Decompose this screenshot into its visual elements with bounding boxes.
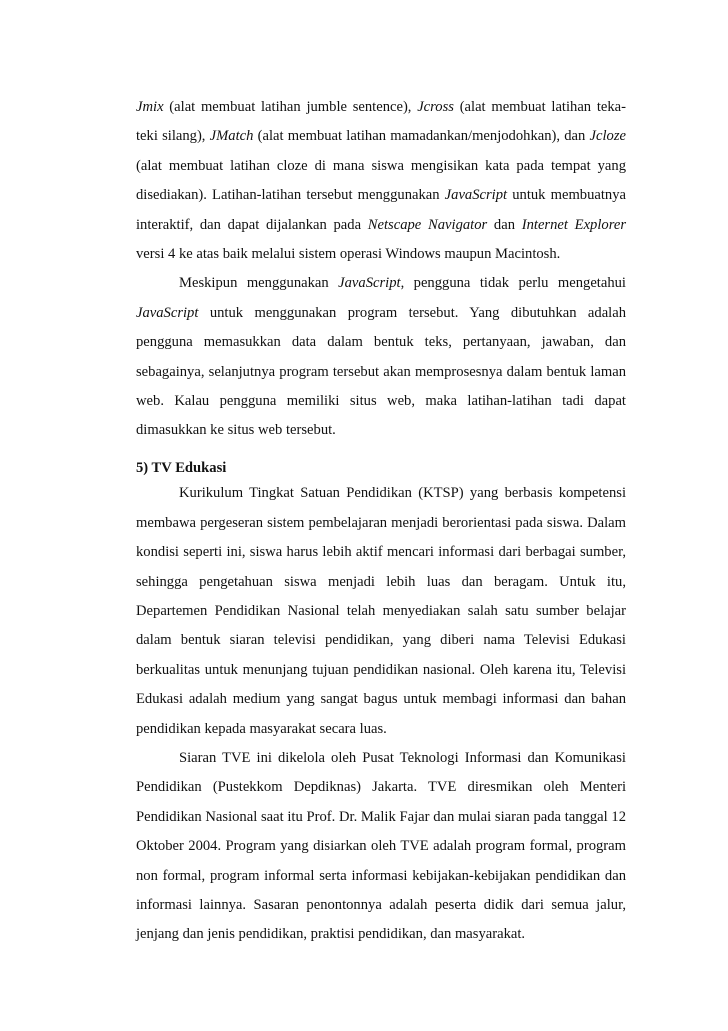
paragraph-javascript-usage [136, 269, 626, 445]
text-run: (alat membuat latihan cloze di mana siswa mengisikan kata pada tempat yang disediakan). Latihan-latihan tersebut menggunakan [136, 157, 626, 204]
italic-term: Jcross [417, 99, 454, 115]
text-run: untuk menggunakan program tersebut. Yang dibutuhkan adalah pengguna memasukkan data dalam bentuk teks, pertanyaan, jawaban, dan sebagainya, selanjutnya program tersebut akan memprosesnya dalam bentuk laman web. Kalau pengguna memiliki situs web, maka latihan-latihan tadi dapat dimasukkan ke situs web tersebut. [136, 304, 626, 439]
italic-term: JavaScript [338, 275, 401, 292]
italic-term: Netscape Navigator [367, 216, 488, 233]
text-run: (alat membuat latihan jumble sentence), [163, 99, 418, 115]
italic-term: JMatch [209, 128, 254, 145]
document-page [136, 93, 626, 950]
text-run: dan [487, 216, 522, 233]
italic-term: Internet Explorer [521, 216, 626, 233]
text-run: untuk membuatnya interaktif, dan dapat dijalankan pada [136, 187, 626, 233]
paragraph-siaran-tve: Siaran TVE ini dikelola oleh Pusat Teknologi Informasi dan Komunikasi Pendidikan (Pustekkom Depdiknas) Jakarta. TVE diresmikan oleh Menteri Pendidikan Nasional saat itu Prof. Dr. Malik Fajar dan mulai siaran pada tanggal 12 Oktober 2004. Program yang disiarkan oleh TVE adalah program formal, program non formal, program informal serta informasi kebijakan-kebijakan pendidikan dan informasi lainnya. Sasaran penontonnya adalah peserta didik dari semua jalur, jenjang dan jenis pendidikan, praktisi pendidikan, dan masyarakat. [136, 749, 626, 943]
section-heading-tv-edukasi: 5) TV Edukasi [136, 459, 227, 476]
text-run: Meskipun menggunakan [179, 275, 339, 292]
text-run: , pengguna tidak perlu mengetahui [400, 275, 626, 292]
text-run: (alat membuat latihan mamadankan/menjodohkan), dan [253, 128, 590, 145]
paragraph-ktsp: Kurikulum Tingkat Satuan Pendidikan (KTSP) yang berbasis kompetensi membawa pergeseran sistem pembelajaran menjadi berorientasi pada siswa. Dalam kondisi seperti ini, siswa harus lebih aktif mencari informasi dari berbagai sumber, sehingga pengetahuan siswa menjadi lebih luas dan beragam. Untuk itu, Departemen Pendidikan Nasional telah menyediakan salah satu sumber belajar dalam bentuk siaran televisi pendidikan, yang diberi nama Televisi Edukasi berkualitas untuk menunjang tujuan pendidikan nasional. Oleh karena itu, Televisi Edukasi adalah medium yang sangat bagus untuk membagi informasi dan bahan pendidikan kepada masyarakat secara luas. [136, 485, 626, 737]
italic-term: JavaScript [444, 187, 508, 204]
italic-term: JavaScript [136, 304, 199, 321]
italic-term: Jcloze [589, 128, 626, 145]
text-run: versi 4 ke atas baik melalui sistem operasi Windows maupun Macintosh. [136, 246, 561, 263]
italic-term: Jmix [136, 99, 164, 115]
paragraph-hotpotatoes-tools [136, 93, 626, 269]
text-run: (alat membuat latihan teka-teki silang), [136, 99, 626, 145]
